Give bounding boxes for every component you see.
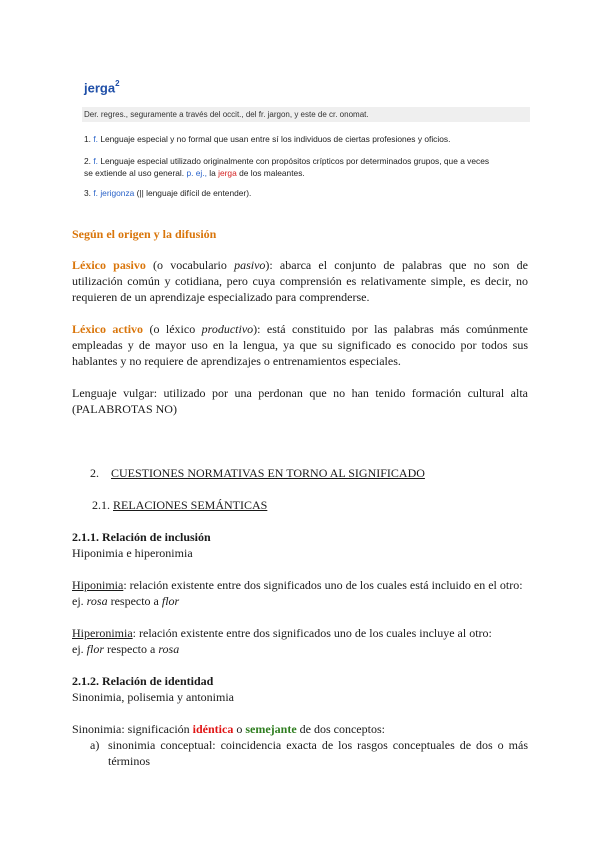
list-item-a: sinonimia conceptual: coincidencia exacta de los rasgos conceptuales de dos o más términos bbox=[108, 738, 528, 768]
sinonimia-definition: Sinonimia: significación idéntica o semejante de dos conceptos: bbox=[72, 722, 385, 736]
subsection-2-1-2-subtitle: Sinonimia, polisemia y antonimia bbox=[72, 690, 234, 704]
dictionary-headword bbox=[84, 80, 120, 95]
subsection-2-1-1-subtitle: Hiponimia e hiperonimia bbox=[72, 546, 193, 560]
dictionary-sense-2: 2. f. Lenguaje especial utilizado originalmente con propósitos crípticos por determinados grupos, que a veces se extiende al uso general. p. ej., la jerga de los maleantes. bbox=[84, 156, 490, 178]
section-heading: Según el origen y la difusión bbox=[72, 227, 217, 241]
hiperonimia-definition: Hiperonimia: relación existente entre dos significados uno de los cuales incluye al otro: ej. flor respecto a rosa bbox=[72, 626, 492, 656]
jerigonza-link[interactable]: jerigonza bbox=[100, 188, 135, 198]
hiponimia-definition: Hiponimia: relación existente entre dos significados uno de los cuales está incluido en el otro: ej. rosa respecto a flor bbox=[72, 578, 523, 608]
lenguaje-vulgar-paragraph: Lenguaje vulgar: utilizado por una perdonan que no han tenido formación cultural alta (PALABROTAS NO) bbox=[72, 386, 528, 416]
lexico-activo-paragraph: Léxico activo (o léxico productivo): está constituido por las palabras más comúnmente empleadas y de mayor uso en la lengua, ya que su significado es conocido por todos sus hablantes y no requiere de aprendizajes o entrenamientos especiales. bbox=[72, 322, 528, 368]
heading-2: 2. CUESTIONES NORMATIVAS EN TORNO AL SIGNIFICADO bbox=[90, 466, 425, 480]
subsection-2-1-2-title: 2.1.2. Relación de identidad bbox=[72, 674, 214, 688]
subsection-2-1-1-title: 2.1.1. Relación de inclusión bbox=[72, 530, 211, 544]
lexico-pasivo-paragraph: Léxico pasivo (o vocabulario pasivo): abarca el conjunto de palabras que no son de utilización común y cotidiana, pero cuya comprensión es relativamente simple, es decir, no requieren de un aprendizaje especializado para comprenderse. bbox=[72, 258, 528, 304]
heading-2-1: 2.1. RELACIONES SEMÁNTICAS bbox=[92, 498, 268, 512]
dictionary-sense-1: 1. f. Lenguaje especial y no formal que usan entre sí los individuos de ciertas profesiones y oficios. bbox=[84, 134, 451, 144]
dictionary-sense-3: 3. f. jerigonza (|| lenguaje difícil de entender). bbox=[84, 188, 252, 198]
dictionary-etymology: Der. regres., seguramente a través del occit., del fr. jargon, y este de cr. onomat. bbox=[82, 107, 530, 122]
headword-sup: 2 bbox=[115, 79, 120, 88]
list-marker-a: a) bbox=[90, 738, 100, 752]
headword-text: jerga bbox=[84, 80, 116, 96]
